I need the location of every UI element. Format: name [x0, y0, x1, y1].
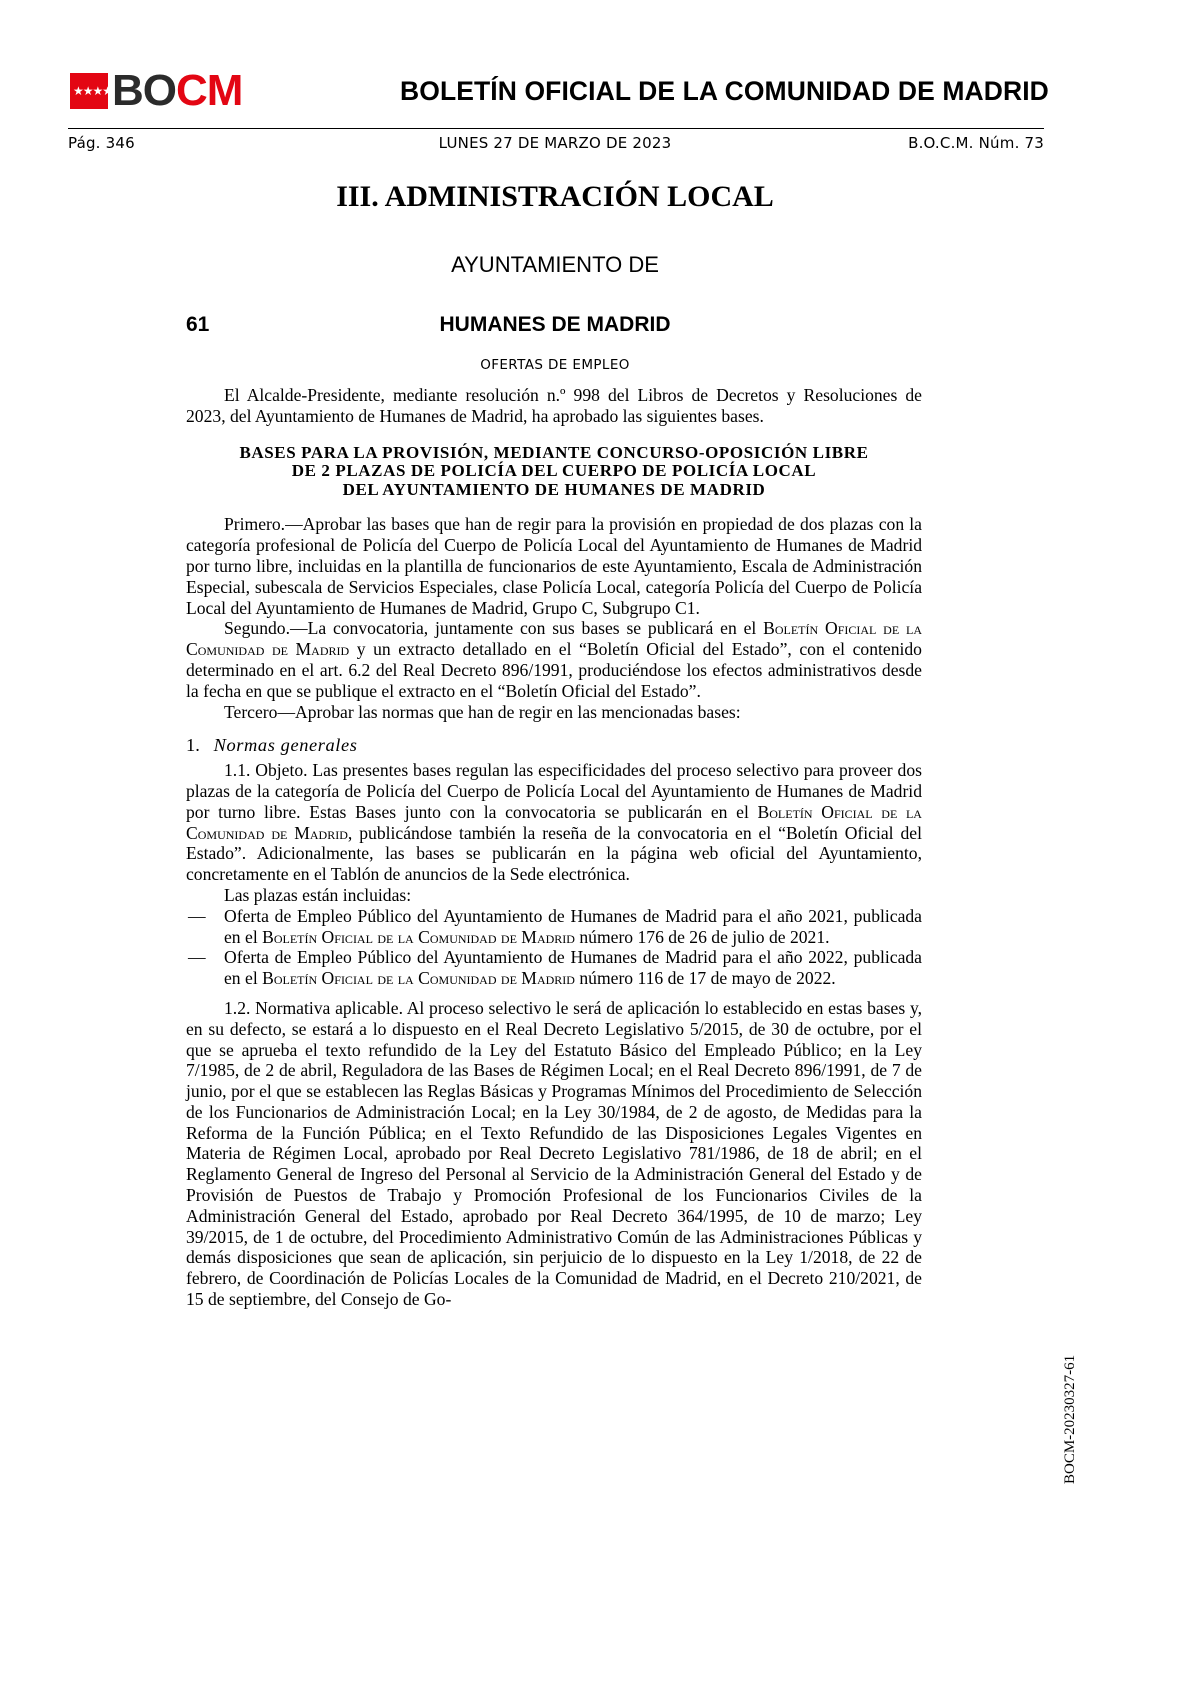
item1-text-a: Oferta de Empleo Público del Ayuntamiento de Humanes de Madrid para el año 2021, publicada en el — [224, 905, 922, 947]
item1-text-b: número 176 de 26 de julio de 2021. — [574, 926, 830, 947]
bocm-logo — [70, 66, 270, 116]
paragraph-tercero: Tercero—Aprobar las normas que han de regir en las mencionadas bases: — [224, 701, 741, 722]
p11-text-a: 1.1. Objeto. Las presentes bases regulan las especificidades del proceso selectivo para proveer dos plazas de la categoría de Policía del Cuerpo de Policía Local del Ayuntamiento de Humanes de Madrid por turno libre. Estas Bases junto con la convocatoria se publicarán en el — [186, 760, 922, 822]
heading-normas-generales — [186, 735, 922, 756]
paragraph-primero: Primero.—Aprobar las bases que han de regir para la provisión en propiedad de dos plazas con la categoría profesional de Policía del Cuerpo de Policía Local del Ayuntamiento de Humanes de Madrid por turno libre, incluidas en la plantilla de funcionarios de este Ayuntamiento, Escala de Administración Especial, subescala de Servicios Especiales, clase Policía Local, categoría Policía del Cuerpo de Policía Local del Ayuntamiento de Humanes de Madrid, Grupo C, Subgrupo C1. — [186, 514, 922, 618]
header-rule — [68, 128, 1044, 129]
masthead-title: BOLETÍN OFICIAL DE LA COMUNIDAD DE MADRID — [400, 76, 1049, 106]
ayuntamiento-label: AYUNTAMIENTO DE — [451, 252, 659, 277]
p11-bocm-ref: Boletín Oficial de la Comunidad de Madrid — [186, 801, 922, 843]
page-number: Pág. 346 — [68, 134, 135, 152]
list-item — [186, 906, 922, 948]
list-dash: — — [188, 947, 206, 968]
issue-date: LUNES 27 DE MARZO DE 2023 — [438, 134, 672, 152]
list-item — [186, 947, 922, 989]
entity-name: HUMANES DE MADRID — [439, 313, 671, 336]
document-body — [186, 385, 922, 1310]
announcement-number: 61 — [186, 313, 210, 336]
item2-bocm-ref: Boletín Oficial de la Comunidad de Madrid — [262, 968, 575, 989]
segundo-bocm-ref: Boletín Oficial de la Comunidad de Madrid — [186, 618, 922, 660]
plazas-intro: Las plazas están incluidas: — [224, 884, 412, 905]
item1-bocm-ref: Boletín Oficial de la Comunidad de Madrid — [262, 926, 575, 947]
heading-text: Normas generales — [213, 735, 358, 756]
segundo-text-b: y un extracto detallado en el “Boletín Oficial del Estado”, con el contenido determinado en el art. 6.2 del Real Decreto 896/1991, produciéndose los efectos administrativos desde la fecha en que se publique el extracto en el “Boletín Oficial del Estado”. — [186, 639, 922, 701]
issue-number: B.O.C.M. Núm. 73 — [908, 134, 1044, 152]
list-item-text — [224, 947, 922, 989]
paragraph-segundo — [186, 618, 922, 701]
bases-title-line-3: DEL AYUNTAMIENTO DE HUMANES DE MADRID — [342, 479, 766, 499]
list-dash: — — [188, 905, 206, 926]
paragraph-1-2: 1.2. Normativa aplicable. Al proceso selectivo le será de aplicación lo establecido en estas bases y, en su defecto, se estará a lo dispuesto en el Real Decreto Legislativo 5/2015, de 30 de octubre, por el que se aprueba el texto refundido de la Ley del Estatuto Básico del Empleado Público; en la Ley 7/1985, de 2 de abril, Reguladora de las Bases de Régimen Local; en el Real Decreto 896/1991, de 7 de junio, por el que se establecen las Reglas Básicas y Programas Mínimos del Procedimiento de Selección de los Funcionarios de Administración Local; en la Ley 30/1984, de 2 de agosto, de Medidas para la Reforma de la Función Pública; en el Texto Refundido de las Disposiciones Legales Vigentes en Materia de Régimen Local, aprobado por Real Decreto Legislativo 781/1986, de 18 de abril; en el Reglamento General de Ingreso del Personal al Servicio de la Administración General del Estado y de Provisión de Puestos de Trabajo y Promoción Profesional de los Funcionarios Civiles de la Administración General del Estado, aprobado por Real Decreto 364/1995, de 10 de marzo; Ley 39/2015, de 1 de octubre, del Procedimiento Administrativo Común de las Administraciones Públicas y demás disposiciones que sean de aplicación, sin perjuicio de lo dispuesto en la Ley 1/2018, de 22 de febrero, de Coordinación de Policías Locales de la Comunidad de Madrid, en el Decreto 210/2021, de 15 de septiembre, del Consejo de Go- — [186, 997, 922, 1310]
madrid-stars-icon: ★★★★ — [70, 73, 108, 109]
announcement-subject: OFERTAS DE EMPLEO — [480, 357, 630, 373]
segundo-text-a: Segundo.—La convocatoria, juntamente con sus bases se publicará en el — [224, 618, 764, 639]
logo-wordmark: BOCM — [112, 66, 243, 115]
item2-text-b: número 116 de 17 de mayo de 2022. — [574, 968, 836, 989]
document-code — [1052, 1300, 1092, 1484]
bases-title-line-2: DE 2 PLAZAS DE POLICÍA DEL CUERPO DE POLICÍA LOCAL — [291, 461, 817, 481]
bases-title-line-1: BASES PARA LA PROVISIÓN, MEDIANTE CONCURSO-OPOSICIÓN LIBRE — [239, 442, 869, 462]
section-title: III. ADMINISTRACIÓN LOCAL — [336, 180, 774, 213]
lead-paragraph: El Alcalde-Presidente, mediante resolución n.º 998 del Libros de Decretos y Resoluciones de 2023, del Ayuntamiento de Humanes de Madrid, ha aprobado las siguientes bases. — [186, 385, 922, 426]
bases-title — [186, 444, 922, 500]
document-code-text: BOCM-20230327-61 — [1062, 1354, 1078, 1484]
heading-number: 1. — [186, 735, 200, 756]
paragraph-1-1 — [186, 760, 922, 885]
item2-text-a: Oferta de Empleo Público del Ayuntamiento de Humanes de Madrid para el año 2022, publicada en el — [224, 947, 922, 989]
list-item-text — [224, 906, 922, 948]
p11-text-b: , publicándose también la reseña de la convocatoria en el “Boletín Oficial del Estado”. Adicionalmente, las bases se publicarán en la página web oficial del Ayuntamiento, concretamente en el Tablón de anuncios de la Sede electrónica. — [186, 822, 922, 885]
